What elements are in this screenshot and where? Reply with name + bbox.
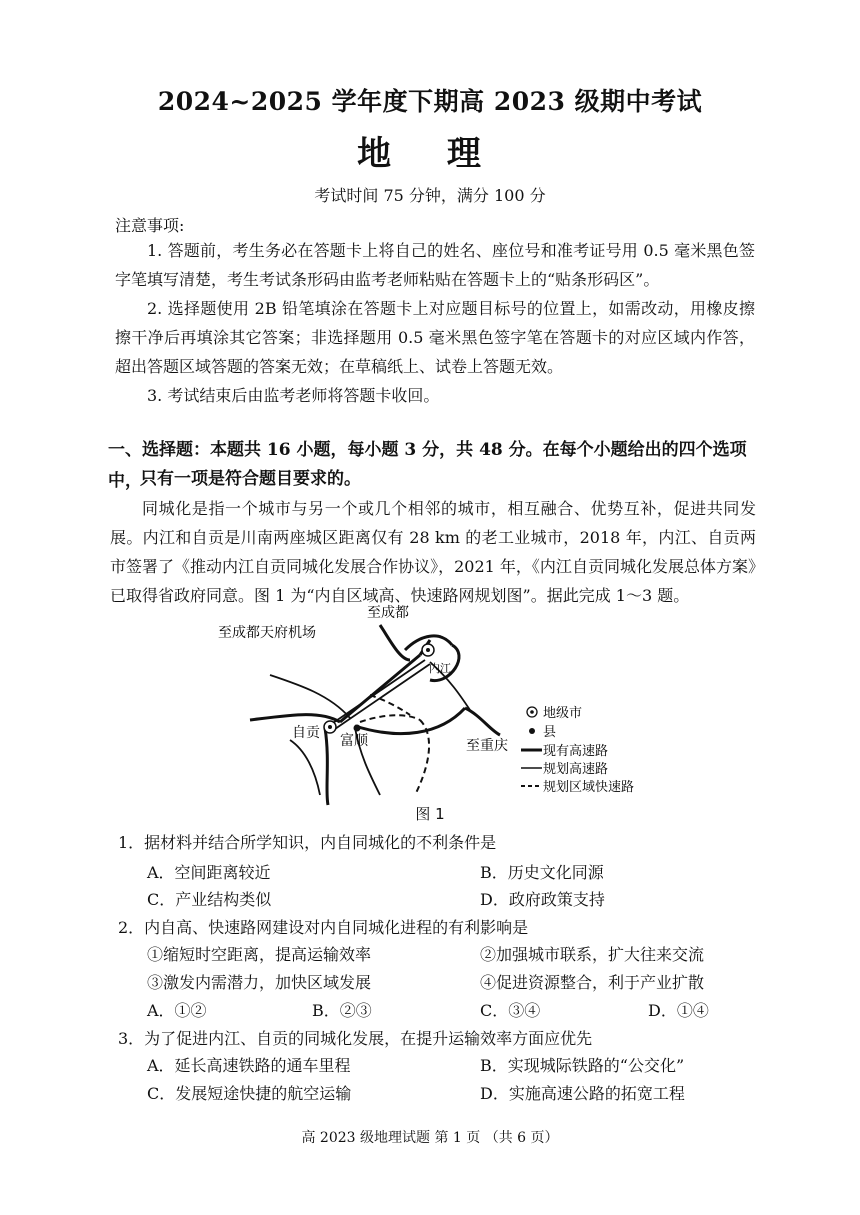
label-zigong: 自贡	[292, 725, 320, 741]
q2-option-d: D．①④	[648, 1001, 709, 1020]
q3-option-d: D．实施高速公路的拓宽工程	[480, 1084, 685, 1103]
label-to-chengdu: 至成都	[367, 605, 409, 621]
q3-option-c: C．发展短途快捷的航空运输	[147, 1084, 352, 1103]
q1-option-d: D．政府政策支持	[480, 890, 605, 909]
page-footer: 高 2023 级地理试题 第 1 页 （共 6 页）	[301, 1130, 559, 1146]
q2-statement-1: ①缩短时空距离，提高运输效率	[147, 945, 372, 964]
question-3-stem: 3．为了促进内江、自贡的同城化发展，在提升运输效率方面应优先	[118, 1029, 593, 1048]
legend-prefecture-city: 地级市	[543, 706, 583, 721]
label-fushun: 富顺	[340, 733, 368, 749]
q3-option-b: B．实现城际铁路的“公交化”	[480, 1056, 685, 1075]
note-item-3: 3. 考试结束后由监考老师将答题卡收回。	[147, 386, 440, 405]
legend-existing-highway: 现有高速路	[543, 744, 609, 759]
section-heading-line1: 一、选择题：本题共 16 小题，每小题 3 分，共 48 分。在每个小题给出的四个选项中，	[108, 440, 747, 491]
legend-county: 县	[543, 725, 557, 740]
legend-planned-highway: 规划高速路	[543, 762, 609, 777]
road-network-map	[218, 600, 670, 805]
note-item-1: 1. 答题前，考生务必在答题卡上将自己的姓名、座位号和准考证号用 0.5 毫米黑色签字笔填写清楚，考生考试条形码由监考老师粘贴在答题卡上的“贴条形码区”。	[115, 241, 755, 289]
q1-option-b: B．历史文化同源	[480, 863, 604, 882]
question-1-stem: 1．据材料并结合所学知识，内自同城化的不利条件是	[118, 833, 497, 852]
q2-option-c: C．③④	[480, 1001, 541, 1020]
label-to-chongqing: 至重庆	[466, 738, 508, 754]
notes-heading: 注意事项:	[115, 216, 185, 235]
reading-passage: 同城化是指一个城市与另一个或几个相邻的城市，相互融合、优势互补，促进共同发展。内江和自贡是川南两座城区距离仅有 28 km 的老工业城市，2018 年，内江、自贡两市签署了《推动内江自贡同城化发展合作协议》，2021 年，《内江自贡同城化发展总体方案》已取得省政府同意。图 1 为“内自区域高、快速路网规划图”。据此完成 1～3 题。	[110, 499, 756, 605]
section-heading-line2: 只有一项是符合题目要求的。	[140, 469, 361, 489]
figure-caption: 图 1	[415, 805, 445, 823]
legend-planned-expressway: 规划区域快速路	[543, 780, 635, 795]
q1-option-a: A．空间距离较近	[147, 863, 271, 882]
q2-option-a: A．①②	[147, 1001, 207, 1020]
planned-expressways	[360, 695, 429, 795]
q1-option-c: C．产业结构类似	[147, 890, 272, 909]
label-to-airport: 至成都天府机场	[218, 625, 316, 641]
subject-title: 地 理	[357, 134, 503, 174]
question-2-stem: 2．内自高、快速路网建设对内自同城化进程的有利影响是	[118, 918, 529, 937]
exam-info: 考试时间 75 分钟，满分 100 分	[314, 186, 546, 205]
q2-statement-2: ②加强城市联系，扩大往来交流	[480, 945, 705, 964]
existing-highways	[250, 625, 500, 805]
q2-statement-3: ③激发内需潜力，加快区域发展	[147, 973, 372, 992]
city-neijiang-marker	[422, 644, 434, 656]
q2-statement-4: ④促进资源整合，利于产业扩散	[480, 973, 705, 992]
label-neijiang: 内江	[429, 662, 451, 675]
note-item-2: 2. 选择题使用 2B 铅笔填涂在答题卡上对应题目标号的位置上，如需改动，用橡皮擦擦干净后再填涂其它答案；非选择题用 0.5 毫米黑色签字笔在答题卡的对应区域内作答，超出答题区域答题的答案无效；在草稿纸上、试卷上答题无效。	[115, 299, 755, 376]
q2-option-b: B．②③	[312, 1001, 372, 1020]
county-fushun-marker	[354, 725, 361, 732]
city-zigong-marker	[324, 721, 336, 733]
map-legend	[521, 705, 634, 795]
q3-option-a: A．延长高速铁路的通车里程	[147, 1056, 351, 1075]
exam-title: 2024~2025 学年度下期高 2023 级期中考试	[157, 87, 703, 116]
